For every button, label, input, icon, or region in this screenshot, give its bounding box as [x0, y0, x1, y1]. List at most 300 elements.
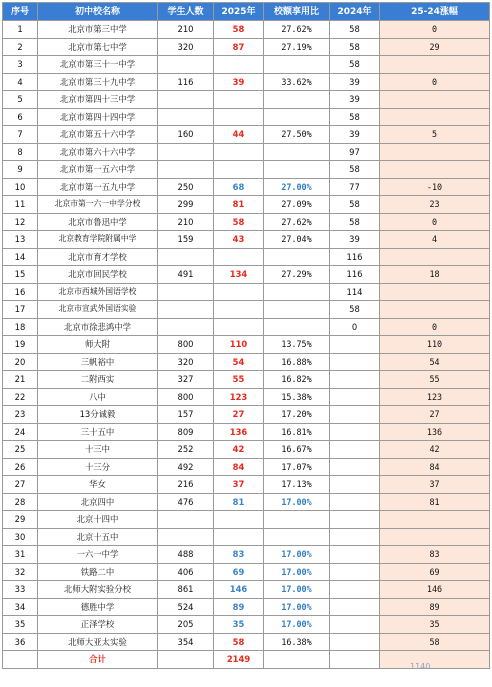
cell-no[interactable]: 20 [3, 353, 38, 371]
cell-diff[interactable]: -10 [380, 178, 490, 196]
cell-2025[interactable]: 37 [214, 476, 264, 494]
cell-diff[interactable]: 69 [380, 563, 490, 581]
cell-diff[interactable]: 81 [380, 493, 490, 511]
cell-school-name[interactable]: 北京市第七中学 [38, 38, 158, 56]
cell-2025[interactable] [214, 528, 264, 546]
table-row [3, 406, 490, 424]
table-row [3, 301, 490, 319]
cell-2024[interactable] [330, 458, 380, 476]
cell-school-name[interactable]: 北京十五中 [38, 528, 158, 546]
cell-2024[interactable]: 58 [330, 56, 380, 74]
cell-diff[interactable]: 4 [380, 231, 490, 249]
cell-no[interactable]: 27 [3, 476, 38, 494]
cell-students[interactable]: 488 [158, 546, 214, 564]
header-students[interactable]: 学生人数 [158, 3, 214, 21]
cell-2025[interactable] [214, 143, 264, 161]
cell-ratio[interactable]: 27.09% [264, 196, 330, 214]
cell-2024[interactable] [330, 423, 380, 441]
cell-students[interactable] [158, 283, 214, 301]
cell-students[interactable]: 327 [158, 371, 214, 389]
cell-2025[interactable]: 35 [214, 616, 264, 634]
table-row [3, 161, 490, 179]
cell-2025[interactable]: 83 [214, 546, 264, 564]
cell-students[interactable] [158, 528, 214, 546]
cell-school-name[interactable]: 北京市鲁迅中学 [38, 213, 158, 231]
cell-ratio[interactable]: 16.82% [264, 371, 330, 389]
cell-school-name[interactable]: 北京市西城外国语学校 [38, 283, 158, 301]
table-row [3, 178, 490, 196]
cell-2024[interactable] [330, 598, 380, 616]
cell-no[interactable]: 14 [3, 248, 38, 266]
cell-2025[interactable]: 81 [214, 493, 264, 511]
cell-ratio[interactable] [264, 248, 330, 266]
cell-diff[interactable]: 0 [380, 73, 490, 91]
cell-diff[interactable]: 84 [380, 458, 490, 476]
cell-diff[interactable]: 55 [380, 371, 490, 389]
table-row [3, 511, 490, 529]
cell-2024[interactable]: 58 [330, 21, 380, 39]
cell-school-name[interactable]: 八中 [38, 388, 158, 406]
cell-ratio[interactable] [264, 161, 330, 179]
table-row [3, 528, 490, 546]
table-row [3, 616, 490, 634]
cell-students[interactable]: 406 [158, 563, 214, 581]
cell-no[interactable]: 29 [3, 511, 38, 529]
cell-2025[interactable]: 134 [214, 266, 264, 284]
table-row [3, 73, 490, 91]
cell-no[interactable]: 32 [3, 563, 38, 581]
cell-school-name[interactable]: 北京市第六十六中学 [38, 143, 158, 161]
cell-no[interactable]: 24 [3, 423, 38, 441]
cell-no[interactable]: 30 [3, 528, 38, 546]
cell-2025[interactable]: 69 [214, 563, 264, 581]
header-row [3, 3, 490, 21]
cell-2024[interactable]: 0 [330, 318, 380, 336]
cell-2024[interactable] [330, 476, 380, 494]
cell-students[interactable]: 210 [158, 213, 214, 231]
cell-no[interactable]: 31 [3, 546, 38, 564]
cell-students[interactable]: 320 [158, 353, 214, 371]
table-row [3, 213, 490, 231]
cell-school-name[interactable]: 北师大附实验分校 [38, 581, 158, 599]
cell-school-name[interactable]: 十三分 [38, 458, 158, 476]
cell-students[interactable]: 299 [158, 196, 214, 214]
cell-no[interactable]: 26 [3, 458, 38, 476]
cell-no[interactable]: 16 [3, 283, 38, 301]
cell-no[interactable]: 33 [3, 581, 38, 599]
cell-2025[interactable] [214, 318, 264, 336]
cell-students[interactable]: 476 [158, 493, 214, 511]
cell-no[interactable]: 2 [3, 38, 38, 56]
table-row [3, 458, 490, 476]
cell-2024[interactable]: 39 [330, 73, 380, 91]
cell-2025[interactable]: 68 [214, 178, 264, 196]
cell-2024[interactable] [330, 441, 380, 459]
total-students-cell[interactable] [158, 651, 214, 669]
table-row [3, 493, 490, 511]
cell-diff[interactable]: 23 [380, 196, 490, 214]
cell-2025[interactable]: 27 [214, 406, 264, 424]
cell-2024[interactable] [330, 633, 380, 651]
cell-2024[interactable]: 58 [330, 161, 380, 179]
cell-students[interactable]: 216 [158, 476, 214, 494]
cell-students[interactable]: 492 [158, 458, 214, 476]
cell-no[interactable]: 22 [3, 388, 38, 406]
cell-2025[interactable]: 84 [214, 458, 264, 476]
cell-2024[interactable] [330, 616, 380, 634]
cell-2024[interactable] [330, 406, 380, 424]
cell-students[interactable]: 160 [158, 126, 214, 144]
table-row [3, 598, 490, 616]
table-row [3, 126, 490, 144]
cell-2025[interactable] [214, 161, 264, 179]
total-diff-cell[interactable] [380, 651, 490, 669]
quota-table [2, 2, 490, 669]
cell-no[interactable]: 11 [3, 196, 38, 214]
cell-no[interactable]: 8 [3, 143, 38, 161]
cell-school-name[interactable]: 北京市第一六一中学分校 [38, 196, 158, 214]
table-row [3, 266, 490, 284]
cell-2025[interactable]: 58 [214, 21, 264, 39]
cell-school-name[interactable]: 华女 [38, 476, 158, 494]
table-row [3, 371, 490, 389]
cell-diff[interactable]: 136 [380, 423, 490, 441]
cell-diff[interactable] [380, 56, 490, 74]
table-row [3, 388, 490, 406]
cell-2025[interactable] [214, 511, 264, 529]
cell-students[interactable] [158, 248, 214, 266]
cell-school-name[interactable]: 北京市第三十九中学 [38, 73, 158, 91]
cell-2025[interactable]: 43 [214, 231, 264, 249]
cell-no[interactable]: 12 [3, 213, 38, 231]
cell-2025[interactable]: 87 [214, 38, 264, 56]
cell-diff[interactable]: 123 [380, 388, 490, 406]
cell-2024[interactable]: 77 [330, 178, 380, 196]
cell-diff[interactable]: 110 [380, 336, 490, 354]
cell-diff[interactable] [380, 528, 490, 546]
cell-no[interactable]: 1 [3, 21, 38, 39]
cell-2024[interactable]: 116 [330, 266, 380, 284]
cell-students[interactable]: 252 [158, 441, 214, 459]
cell-students[interactable]: 205 [158, 616, 214, 634]
header-2024[interactable]: 2024年 [330, 3, 380, 21]
cell-ratio[interactable]: 16.38% [264, 633, 330, 651]
cell-ratio[interactable]: 16.81% [264, 423, 330, 441]
cell-ratio[interactable]: 17.00% [264, 616, 330, 634]
cell-2024[interactable]: 97 [330, 143, 380, 161]
cell-ratio[interactable]: 16.67% [264, 441, 330, 459]
cell-ratio[interactable]: 17.00% [264, 563, 330, 581]
cell-students[interactable]: 159 [158, 231, 214, 249]
cell-no[interactable]: 4 [3, 73, 38, 91]
table-row [3, 38, 490, 56]
cell-ratio[interactable]: 33.62% [264, 73, 330, 91]
cell-school-name[interactable]: 正泽学校 [38, 616, 158, 634]
cell-2024[interactable] [330, 336, 380, 354]
cell-ratio[interactable]: 27.29% [264, 266, 330, 284]
table-row [3, 441, 490, 459]
cell-diff[interactable]: 5 [380, 126, 490, 144]
cell-school-name[interactable]: 北京市徐悲鸿中学 [38, 318, 158, 336]
cell-ratio[interactable] [264, 108, 330, 126]
cell-2024[interactable] [330, 353, 380, 371]
cell-2024[interactable]: 39 [330, 231, 380, 249]
cell-2025[interactable]: 123 [214, 388, 264, 406]
cell-ratio[interactable]: 17.13% [264, 476, 330, 494]
cell-school-name[interactable]: 三十五中 [38, 423, 158, 441]
cell-no[interactable]: 36 [3, 633, 38, 651]
cell-school-name[interactable]: 北京教育学院附属中学 [38, 231, 158, 249]
header-no[interactable]: 序号 [3, 3, 38, 21]
cell-2024[interactable] [330, 546, 380, 564]
cell-diff[interactable]: 0 [380, 213, 490, 231]
cell-2025[interactable]: 55 [214, 371, 264, 389]
cell-2025[interactable]: 136 [214, 423, 264, 441]
header-diff[interactable]: 25-24涨幅 [380, 3, 490, 21]
cell-school-name[interactable]: 13分诚毅 [38, 406, 158, 424]
cell-2025[interactable]: 42 [214, 441, 264, 459]
header-school[interactable]: 初中校名称 [38, 3, 158, 21]
cell-school-name[interactable]: 十三中 [38, 441, 158, 459]
cell-2024[interactable] [330, 511, 380, 529]
cell-ratio[interactable]: 27.62% [264, 21, 330, 39]
cell-students[interactable] [158, 143, 214, 161]
cell-diff[interactable] [380, 301, 490, 319]
cell-students[interactable]: 800 [158, 336, 214, 354]
cell-diff[interactable]: 29 [380, 38, 490, 56]
cell-ratio[interactable]: 17.00% [264, 581, 330, 599]
cell-students[interactable]: 116 [158, 73, 214, 91]
cell-2024[interactable] [330, 371, 380, 389]
cell-ratio[interactable] [264, 528, 330, 546]
cell-students[interactable]: 861 [158, 581, 214, 599]
table-row [3, 248, 490, 266]
cell-2025[interactable]: 58 [214, 633, 264, 651]
cell-no[interactable]: 9 [3, 161, 38, 179]
cell-students[interactable]: 524 [158, 598, 214, 616]
cell-2025[interactable] [214, 283, 264, 301]
table-row [3, 283, 490, 301]
cell-ratio[interactable] [264, 318, 330, 336]
cell-school-name[interactable]: 北京市第三中学 [38, 21, 158, 39]
table-row [3, 336, 490, 354]
table-row [3, 56, 490, 74]
cell-no[interactable]: 19 [3, 336, 38, 354]
cell-students[interactable] [158, 108, 214, 126]
cell-2024[interactable] [330, 528, 380, 546]
cell-2025[interactable]: 54 [214, 353, 264, 371]
cell-no[interactable]: 21 [3, 371, 38, 389]
cell-diff[interactable]: 18 [380, 266, 490, 284]
cell-2024[interactable] [330, 563, 380, 581]
cell-ratio[interactable]: 15.38% [264, 388, 330, 406]
total-label[interactable]: 合计 [38, 651, 158, 669]
cell-2025[interactable] [214, 108, 264, 126]
cell-students[interactable] [158, 511, 214, 529]
cell-diff[interactable] [380, 91, 490, 109]
cell-school-name[interactable]: 北师大亚太实验 [38, 633, 158, 651]
cell-diff[interactable]: 27 [380, 406, 490, 424]
cell-school-name[interactable]: 北京四中 [38, 493, 158, 511]
cell-2024[interactable] [330, 493, 380, 511]
table-row [3, 143, 490, 161]
header-2025[interactable]: 2025年 [214, 3, 264, 21]
cell-students[interactable] [158, 91, 214, 109]
cell-school-name[interactable]: 铁路二中 [38, 563, 158, 581]
cell-2024[interactable]: 58 [330, 38, 380, 56]
cell-no[interactable]: 28 [3, 493, 38, 511]
cell-no[interactable]: 5 [3, 91, 38, 109]
cell-ratio[interactable]: 27.04% [264, 231, 330, 249]
spreadsheet [2, 2, 490, 669]
total-ratio-cell[interactable] [264, 651, 330, 669]
table-row [3, 353, 490, 371]
table-row [3, 546, 490, 564]
cell-2024[interactable] [330, 388, 380, 406]
header-ratio[interactable]: 校额享用比 [264, 3, 330, 21]
cell-ratio[interactable] [264, 91, 330, 109]
cell-ratio[interactable]: 27.00% [264, 178, 330, 196]
cell-2025[interactable] [214, 248, 264, 266]
table-row [3, 476, 490, 494]
cell-school-name[interactable]: 师大附 [38, 336, 158, 354]
cell-students[interactable]: 210 [158, 21, 214, 39]
cell-students[interactable]: 809 [158, 423, 214, 441]
cell-ratio[interactable]: 17.00% [264, 493, 330, 511]
cell-no[interactable]: 10 [3, 178, 38, 196]
cell-2025[interactable]: 89 [214, 598, 264, 616]
cell-diff[interactable]: 58 [380, 633, 490, 651]
cell-diff[interactable]: 37 [380, 476, 490, 494]
cell-no[interactable]: 15 [3, 266, 38, 284]
cell-2025[interactable]: 58 [214, 213, 264, 231]
cell-2024[interactable]: 39 [330, 91, 380, 109]
cell-2025[interactable]: 146 [214, 581, 264, 599]
cell-school-name[interactable]: 二附西实 [38, 371, 158, 389]
cell-students[interactable] [158, 56, 214, 74]
cell-diff[interactable]: 0 [380, 21, 490, 39]
cell-2025[interactable]: 39 [214, 73, 264, 91]
table-row [3, 108, 490, 126]
cell-2024[interactable]: 114 [330, 283, 380, 301]
cell-students[interactable] [158, 318, 214, 336]
cell-2024[interactable]: 58 [330, 301, 380, 319]
cell-2025[interactable] [214, 56, 264, 74]
cell-2025[interactable]: 44 [214, 126, 264, 144]
cell-school-name[interactable]: 北京市第四十四中学 [38, 108, 158, 126]
cell-diff[interactable]: 54 [380, 353, 490, 371]
cell-students[interactable] [158, 301, 214, 319]
cell-diff[interactable] [380, 248, 490, 266]
cell-2024[interactable] [330, 581, 380, 599]
cell-2024[interactable]: 116 [330, 248, 380, 266]
cell-no[interactable]: 18 [3, 318, 38, 336]
cell-ratio[interactable] [264, 283, 330, 301]
cell-ratio[interactable]: 27.62% [264, 213, 330, 231]
cell-students[interactable] [158, 161, 214, 179]
cell-diff[interactable]: 0 [380, 318, 490, 336]
cell-students[interactable]: 800 [158, 388, 214, 406]
cell-school-name[interactable]: 北京市第一五六中学 [38, 161, 158, 179]
cell-students[interactable]: 491 [158, 266, 214, 284]
cell-2024[interactable]: 58 [330, 213, 380, 231]
cell-2025[interactable] [214, 91, 264, 109]
cell-school-name[interactable]: 北京市育才学校 [38, 248, 158, 266]
cell-2024[interactable]: 39 [330, 126, 380, 144]
cell-2025[interactable] [214, 301, 264, 319]
cell-diff[interactable] [380, 108, 490, 126]
cell-diff[interactable]: 83 [380, 546, 490, 564]
cell-ratio[interactable]: 27.19% [264, 38, 330, 56]
cell-ratio[interactable]: 27.50% [264, 126, 330, 144]
cell-2024[interactable]: 58 [330, 108, 380, 126]
total-2025[interactable]: 2149 [214, 651, 264, 669]
cell-school-name[interactable]: 北京市第五十六中学 [38, 126, 158, 144]
cell-school-name[interactable]: 北京市回民学校 [38, 266, 158, 284]
cell-school-name[interactable]: 德胜中学 [38, 598, 158, 616]
cell-school-name[interactable]: 北京市第三十一中学 [38, 56, 158, 74]
cell-diff[interactable] [380, 161, 490, 179]
cell-ratio[interactable]: 17.00% [264, 546, 330, 564]
cell-2024[interactable]: 58 [330, 196, 380, 214]
cell-ratio[interactable] [264, 56, 330, 74]
cell-ratio[interactable]: 16.88% [264, 353, 330, 371]
cell-no[interactable]: 13 [3, 231, 38, 249]
cell-school-name[interactable]: 北京十四中 [38, 511, 158, 529]
cell-no[interactable]: 25 [3, 441, 38, 459]
cell-diff[interactable] [380, 511, 490, 529]
cell-diff[interactable]: 42 [380, 441, 490, 459]
cell-diff[interactable]: 146 [380, 581, 490, 599]
cell-no[interactable]: 3 [3, 56, 38, 74]
cell-no[interactable]: 6 [3, 108, 38, 126]
cell-ratio[interactable] [264, 511, 330, 529]
table-row [3, 581, 490, 599]
cell-school-name[interactable]: 北京市第一五九中学 [38, 178, 158, 196]
cell-no[interactable]: 7 [3, 126, 38, 144]
cell-2025[interactable]: 81 [214, 196, 264, 214]
cell-school-name[interactable]: 三帆裕中 [38, 353, 158, 371]
cell-school-name[interactable]: 北京市第四十三中学 [38, 91, 158, 109]
cell-ratio[interactable] [264, 301, 330, 319]
cell-2025[interactable]: 110 [214, 336, 264, 354]
cell-diff[interactable]: 35 [380, 616, 490, 634]
cell-ratio[interactable]: 13.75% [264, 336, 330, 354]
cell-students[interactable]: 320 [158, 38, 214, 56]
cell-ratio[interactable]: 17.07% [264, 458, 330, 476]
table-row [3, 231, 490, 249]
cell-no[interactable]: 23 [3, 406, 38, 424]
cell-no[interactable]: 17 [3, 301, 38, 319]
total-no-cell[interactable] [3, 651, 38, 669]
cell-ratio[interactable]: 17.00% [264, 598, 330, 616]
table-row [3, 423, 490, 441]
cell-students[interactable]: 157 [158, 406, 214, 424]
cell-no[interactable]: 34 [3, 598, 38, 616]
cell-ratio[interactable] [264, 143, 330, 161]
cell-ratio[interactable]: 17.20% [264, 406, 330, 424]
cell-diff[interactable] [380, 283, 490, 301]
total-2024-cell[interactable] [330, 651, 380, 669]
cell-students[interactable]: 250 [158, 178, 214, 196]
cell-school-name[interactable]: 一六一中学 [38, 546, 158, 564]
cell-diff[interactable]: 89 [380, 598, 490, 616]
cell-no[interactable]: 35 [3, 616, 38, 634]
cell-diff[interactable] [380, 143, 490, 161]
cell-students[interactable]: 354 [158, 633, 214, 651]
cell-school-name[interactable]: 北京市宣武外国语实验 [38, 301, 158, 319]
table-row [3, 21, 490, 39]
